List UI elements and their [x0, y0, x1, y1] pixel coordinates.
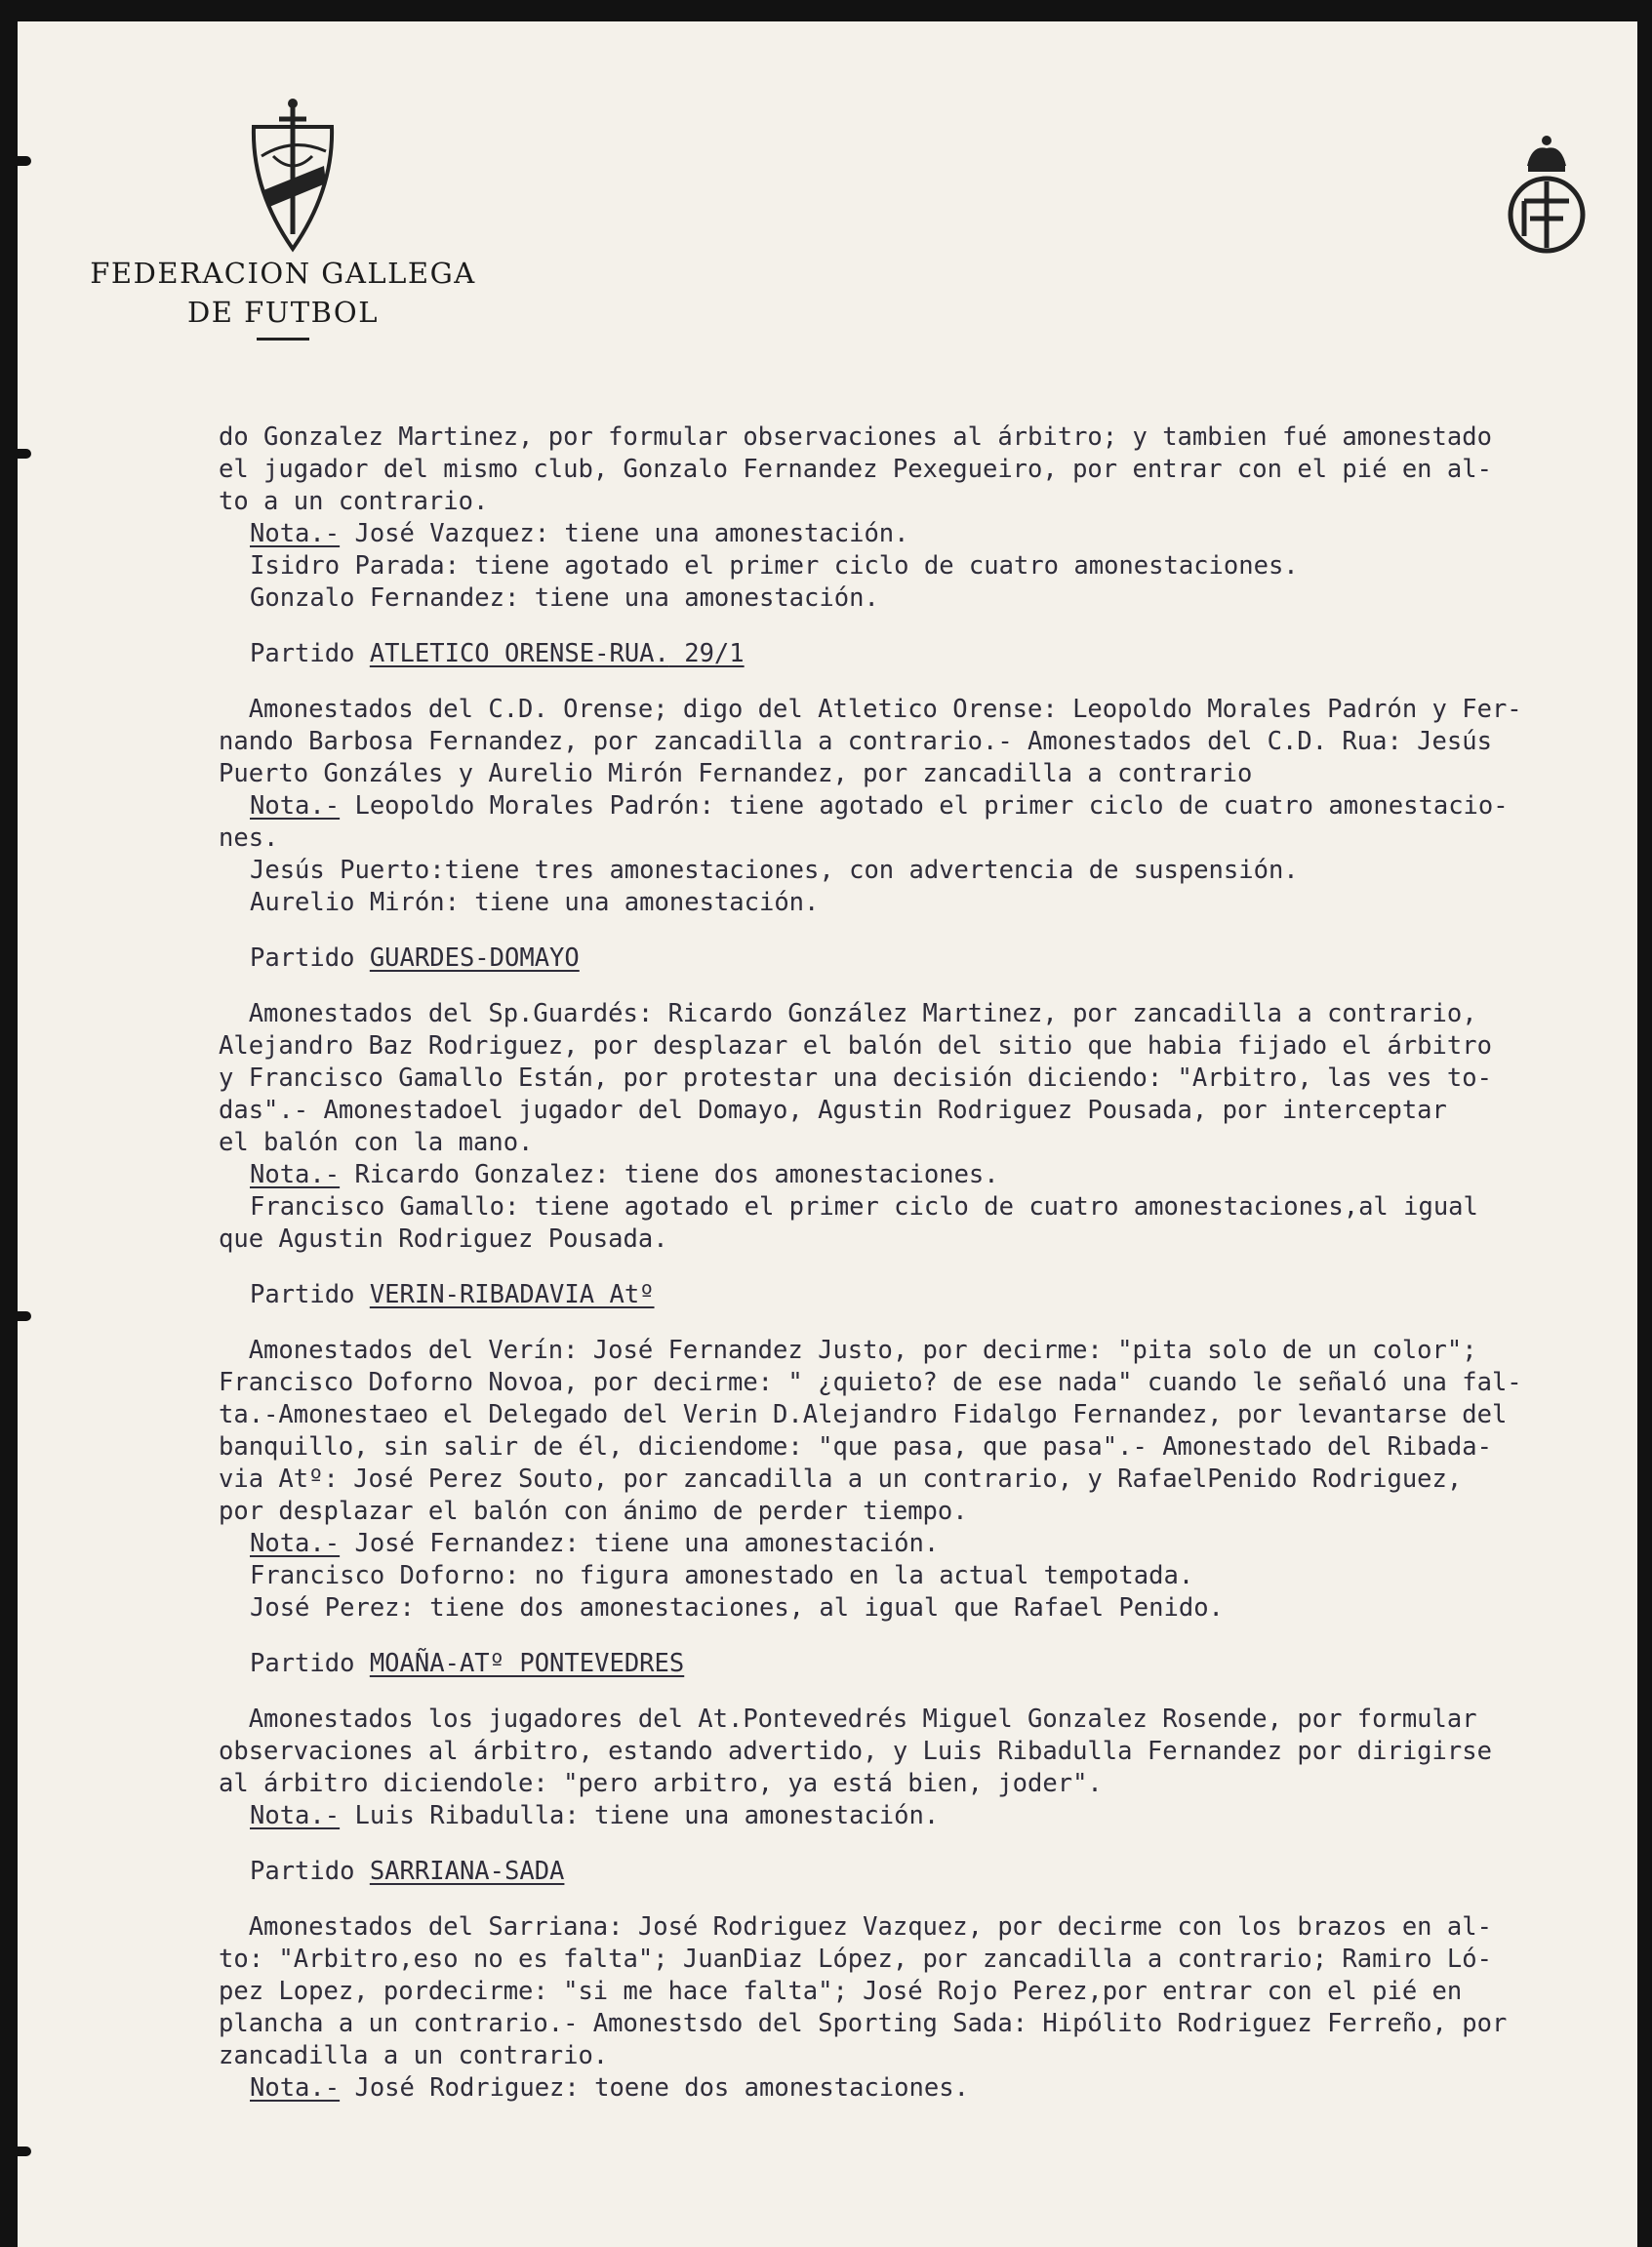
note-label: Nota.-: [250, 1529, 341, 1558]
org-line-2: DE FUTBOL: [187, 296, 379, 329]
note-label: Nota.-: [250, 1160, 341, 1189]
punch-hole: [18, 449, 31, 459]
note-text: Luis Ribadulla: tiene una amonestación.: [340, 1801, 940, 1830]
note-line: Francisco Doforno: no figura amonestado en la actual tempotada.: [250, 1561, 1194, 1590]
text-line: to a un contrario.: [219, 487, 489, 516]
note-label: Nota.-: [250, 791, 341, 821]
note-line: Jesús Puerto:tiene tres amonestaciones, con advertencia de suspensión.: [250, 856, 1299, 885]
org-underline: [257, 338, 309, 341]
heading-prefix: Partido: [250, 943, 370, 973]
text-line: Amonestados del Verín: José Fernandez Justo, por decirme: "pita solo de un color";: [219, 1336, 1477, 1365]
match-heading: [219, 1856, 1624, 1888]
text-line: Amonestados del Sp.Guardés: Ricardo González Martinez, por zancadilla a contrario,: [219, 999, 1477, 1028]
note-line: [219, 1159, 1624, 1191]
heading-title: VERIN-RIBADAVIA Atº: [369, 1280, 655, 1309]
note-text: José Fernandez: tiene una amonestación.: [340, 1529, 940, 1558]
text-line: el jugador del mismo club, Gonzalo Fernandez Pexegueiro, por entrar con el pié en al-: [219, 455, 1492, 484]
note-line: [219, 518, 1624, 550]
text-line: ta.-Amonestaeo el Delegado del Verin D.Alejandro Fidalgo Fernandez, por levantarse del: [219, 1400, 1508, 1429]
document-body: [219, 421, 1624, 2105]
match-heading: [219, 1648, 1624, 1680]
match-paragraph: [219, 1911, 1624, 2105]
text-line: nando Barbosa Fernandez, por zancadilla a contrario.- Amonestados del C.D. Rua: Jesús: [219, 727, 1492, 756]
text-line: por desplazar el balón con ánimo de perder tiempo.: [219, 1497, 968, 1526]
heading-prefix: Partido: [250, 1857, 370, 1886]
text-line: el balón con la mano.: [219, 1128, 534, 1157]
intro-paragraph: [219, 421, 1624, 615]
note-text: José Rodriguez: toene dos amonestaciones.: [340, 2073, 969, 2103]
note-line: [219, 790, 1624, 823]
heading-date: 29/1: [668, 639, 745, 668]
heading-title: SARRIANA-SADA: [369, 1857, 565, 1886]
note-line: [219, 1528, 1624, 1560]
text-line: pez Lopez, pordecirme: "si me hace falta"; José Rojo Perez,por entrar con el pié en: [219, 1977, 1463, 2006]
note-text: Leopoldo Morales Padrón: tiene agotado el primer ciclo de cuatro amonestacio-: [340, 791, 1509, 821]
note-line: [219, 1800, 1624, 1832]
spanish-federation-emblem-icon: [1503, 127, 1591, 263]
text-line: Puerto Gonzáles y Aurelio Mirón Fernandez, por zancadilla a contrario: [219, 759, 1253, 788]
document-page: [18, 21, 1637, 2247]
text-line: observaciones al árbitro, estando advertido, y Luis Ribadulla Fernandez por dirigirse: [219, 1737, 1492, 1766]
note-text: José Vazquez: tiene una amonestación.: [340, 519, 909, 548]
note-line: que Agustin Rodriguez Pousada.: [219, 1224, 668, 1254]
note-line: Isidro Parada: tiene agotado el primer ciclo de cuatro amonestaciones.: [250, 551, 1299, 581]
text-line: banquillo, sin salir de él, diciendome: "que pasa, que pasa".- Amonestado del Ribada-: [219, 1432, 1492, 1462]
note-line: nes.: [219, 823, 279, 853]
text-line: Amonestados del C.D. Orense; digo del Atletico Orense: Leopoldo Morales Padrón y Fer-: [219, 695, 1522, 724]
text-line: das".- Amonestadoel jugador del Domayo, Agustin Rodriguez Pousada, por interceptar: [219, 1096, 1447, 1125]
heading-title: MOAÑA-ATº PONTEVEDRES: [369, 1649, 685, 1678]
note-line: Aurelio Mirón: tiene una amonestación.: [250, 888, 820, 917]
punch-hole: [18, 2147, 31, 2156]
org-line-1: FEDERACION GALLEGA: [90, 257, 476, 290]
punch-hole: [18, 156, 31, 166]
heading-prefix: Partido: [250, 1280, 370, 1309]
note-line: Gonzalo Fernandez: tiene una amonestación.: [250, 583, 879, 613]
match-paragraph: [219, 1335, 1624, 1625]
note-line: José Perez: tiene dos amonestaciones, al igual que Rafael Penido.: [250, 1593, 1224, 1623]
text-line: via Atº: José Perez Souto, por zancadilla a un contrario, y RafaelPenido Rodriguez,: [219, 1465, 1463, 1494]
match-heading: [219, 943, 1624, 975]
organization-name: [78, 254, 488, 341]
heading-title: ATLETICO ORENSE-RUA.: [369, 639, 669, 668]
text-line: zancadilla a un contrario.: [219, 2041, 609, 2070]
heading-prefix: Partido: [250, 639, 370, 668]
note-line: Francisco Gamallo: tiene agotado el primer ciclo de cuatro amonestaciones,al igual: [250, 1192, 1478, 1222]
match-heading: [219, 638, 1624, 670]
match-paragraph: [219, 1704, 1624, 1832]
text-line: do Gonzalez Martinez, por formular observaciones al árbitro; y tambien fué amonestado: [219, 422, 1492, 452]
match-paragraph: [219, 694, 1624, 919]
match-paragraph: [219, 998, 1624, 1256]
text-line: Amonestados del Sarriana: José Rodriguez Vazquez, por decirme con los brazos en al-: [219, 1912, 1492, 1942]
text-line: Amonestados los jugadores del At.Pontevedrés Miguel Gonzalez Rosende, por formular: [219, 1705, 1477, 1734]
note-text: Ricardo Gonzalez: tiene dos amonestaciones.: [340, 1160, 999, 1189]
text-line: Alejandro Baz Rodriguez, por desplazar el balón del sitio que habia fijado el árbitro: [219, 1031, 1492, 1061]
text-line: Francisco Doforno Novoa, por decirme: " ¿quieto? de ese nada" cuando le señaló una fal-: [219, 1368, 1522, 1397]
note-label: Nota.-: [250, 2073, 341, 2103]
match-heading: [219, 1279, 1624, 1311]
text-line: y Francisco Gamallo Están, por protestar una decisión diciendo: "Arbitro, las ves to-: [219, 1063, 1492, 1093]
text-line: al árbitro diciendole: "pero arbitro, ya está bien, joder".: [219, 1769, 1103, 1798]
heading-prefix: Partido: [250, 1649, 370, 1678]
galician-federation-crest-icon: [244, 98, 342, 254]
text-line: to: "Arbitro,eso no es falta"; JuanDiaz López, por zancadilla a contrario; Ramiro Ló-: [219, 1945, 1492, 1974]
text-line: plancha a un contrario.- Amonestsdo del Sporting Sada: Hipólito Rodriguez Ferreño, por: [219, 2009, 1508, 2038]
heading-title: GUARDES-DOMAYO: [369, 943, 580, 973]
note-label: Nota.-: [250, 519, 341, 548]
punch-hole: [18, 1311, 31, 1321]
note-label: Nota.-: [250, 1801, 341, 1830]
note-line: [219, 2072, 1624, 2105]
